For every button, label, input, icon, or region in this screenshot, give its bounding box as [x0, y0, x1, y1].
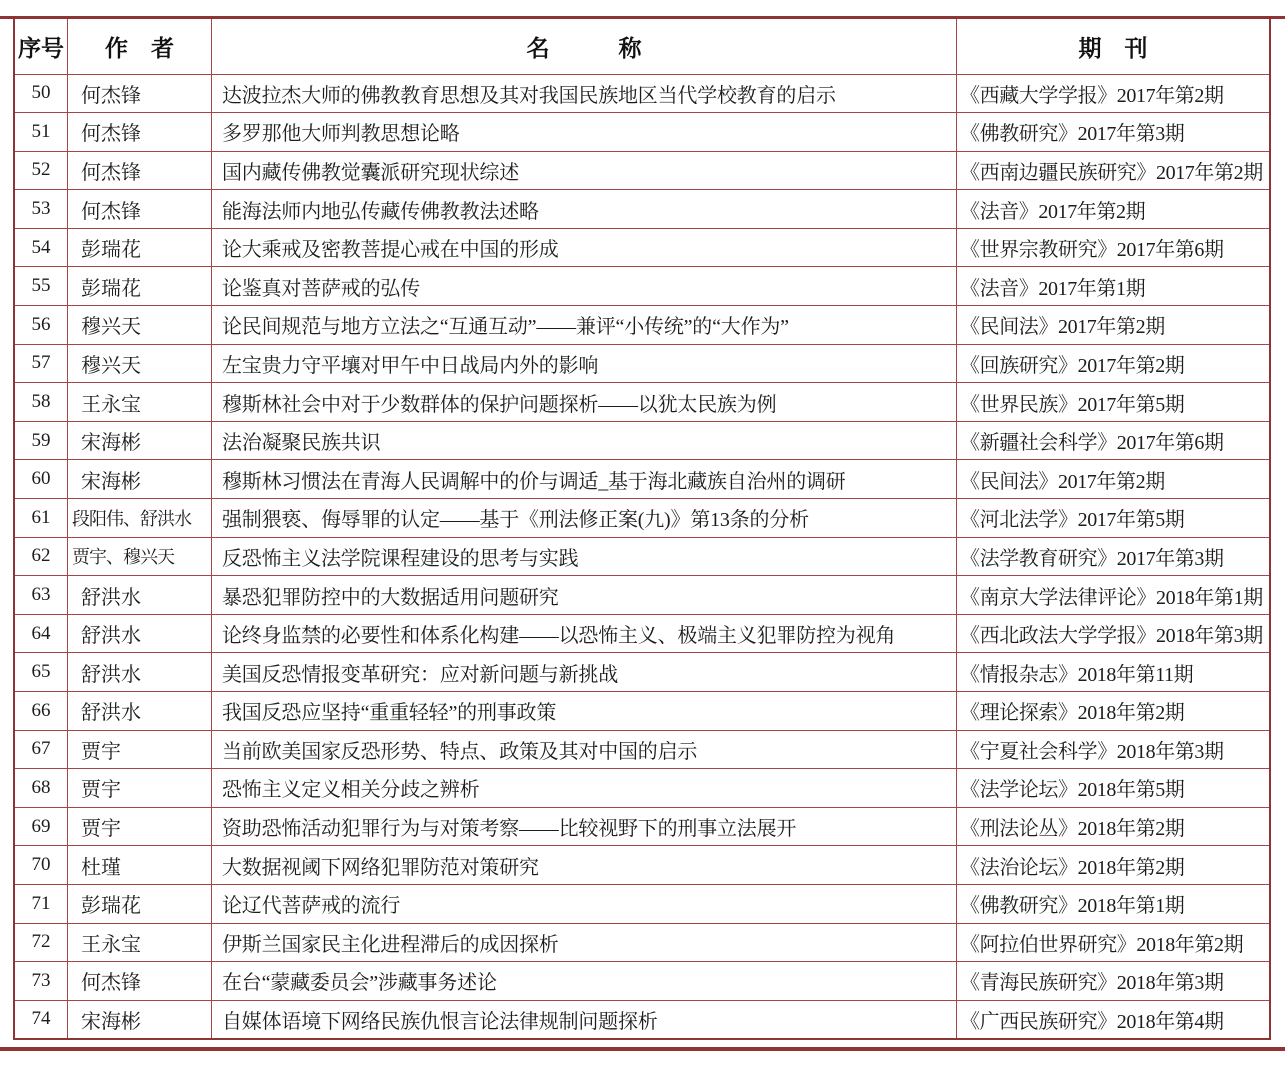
row-journal-cell: 《刑法论丛》2018年第2期: [957, 807, 1271, 846]
row-journal-cell: 《法治论坛》2018年第2期: [957, 846, 1271, 885]
row-title-cell: 论鉴真对菩萨戒的弘传: [212, 267, 957, 306]
row-journal-cell: 《西北政法大学学报》2018年第3期: [957, 614, 1271, 653]
row-journal-cell: 《阿拉伯世界研究》2018年第2期: [957, 923, 1271, 962]
row-title-cell: 当前欧美国家反恐形势、特点、政策及其对中国的启示: [212, 730, 957, 769]
row-title-cell: 资助恐怖活动犯罪行为与对策考察——比较视野下的刑事立法展开: [212, 807, 957, 846]
table-row: [14, 769, 1270, 808]
row-author-cell: 何杰锋: [68, 113, 212, 152]
row-author-cell: 王永宝: [68, 923, 212, 962]
row-author-cell: 彭瑞花: [68, 228, 212, 267]
table-row: [14, 576, 1270, 615]
table-row: [14, 267, 1270, 306]
header-journal: 期 刊: [957, 18, 1271, 74]
row-author-cell: 舒洪水: [68, 576, 212, 615]
row-index-cell: 57: [14, 344, 68, 383]
table-row: [14, 421, 1270, 460]
row-title-cell: 能海法师内地弘传藏传佛教教法述略: [212, 190, 957, 229]
row-title-cell: 左宝贵力守平壤对甲午中日战局内外的影响: [212, 344, 957, 383]
table-row: [14, 344, 1270, 383]
row-index-cell: 52: [14, 151, 68, 190]
table-row: [14, 190, 1270, 229]
row-author-cell: 穆兴天: [68, 344, 212, 383]
table-header-row: [14, 18, 1270, 74]
row-journal-cell: 《法学教育研究》2017年第3期: [957, 537, 1271, 576]
row-title-cell: 强制猥亵、侮辱罪的认定——基于《刑法修正案(九)》第13条的分析: [212, 499, 957, 538]
row-author-cell: 贾宇: [68, 730, 212, 769]
row-title-cell: 伊斯兰国家民主化进程滞后的成因探析: [212, 923, 957, 962]
row-journal-cell: 《民间法》2017年第2期: [957, 306, 1271, 345]
row-index-cell: 70: [14, 846, 68, 885]
table-row: [14, 499, 1270, 538]
row-title-cell: 论终身监禁的必要性和体系化构建——以恐怖主义、极端主义犯罪防控为视角: [212, 614, 957, 653]
row-title-cell: 美国反恐情报变革研究：应对新问题与新挑战: [212, 653, 957, 692]
row-journal-cell: 《宁夏社会科学》2018年第3期: [957, 730, 1271, 769]
row-title-cell: 论民间规范与地方立法之“互通互动”——兼评“小传统”的“大作为”: [212, 306, 957, 345]
row-author-cell: 何杰锋: [68, 190, 212, 229]
row-author-cell: 贾宇、穆兴天: [68, 537, 212, 576]
row-author-cell: 何杰锋: [68, 74, 212, 113]
row-author-cell: 彭瑞花: [68, 267, 212, 306]
row-title-cell: 自媒体语境下网络民族仇恨言论法律规制问题探析: [212, 1000, 957, 1039]
row-title-cell: 达波拉杰大师的佛教教育思想及其对我国民族地区当代学校教育的启示: [212, 74, 957, 113]
row-journal-cell: 《河北法学》2017年第5期: [957, 499, 1271, 538]
row-title-cell: 大数据视阈下网络犯罪防范对策研究: [212, 846, 957, 885]
row-index-cell: 61: [14, 499, 68, 538]
row-journal-cell: 《南京大学法律评论》2018年第1期: [957, 576, 1271, 615]
row-index-cell: 53: [14, 190, 68, 229]
row-journal-cell: 《青海民族研究》2018年第3期: [957, 962, 1271, 1001]
row-journal-cell: 《法音》2017年第2期: [957, 190, 1271, 229]
table-row: [14, 228, 1270, 267]
row-index-cell: 59: [14, 421, 68, 460]
row-index-cell: 72: [14, 923, 68, 962]
row-author-cell: 杜瑾: [68, 846, 212, 885]
row-title-cell: 国内藏传佛教觉囊派研究现状综述: [212, 151, 957, 190]
row-author-cell: 舒洪水: [68, 692, 212, 731]
table-row: [14, 383, 1270, 422]
table-row: [14, 537, 1270, 576]
row-title-cell: 穆斯林习惯法在青海人民调解中的价与调适_基于海北藏族自治州的调研: [212, 460, 957, 499]
row-title-cell: 反恐怖主义法学院课程建设的思考与实践: [212, 537, 957, 576]
row-index-cell: 65: [14, 653, 68, 692]
header-index: 序号: [14, 18, 68, 74]
row-index-cell: 50: [14, 74, 68, 113]
row-author-cell: 何杰锋: [68, 151, 212, 190]
row-journal-cell: 《广西民族研究》2018年第4期: [957, 1000, 1271, 1039]
table-body: [14, 74, 1270, 1039]
row-index-cell: 66: [14, 692, 68, 731]
row-title-cell: 论大乘戒及密教菩提心戒在中国的形成: [212, 228, 957, 267]
table-row: [14, 884, 1270, 923]
row-author-cell: 宋海彬: [68, 460, 212, 499]
row-author-cell: 王永宝: [68, 383, 212, 422]
row-author-cell: 舒洪水: [68, 614, 212, 653]
row-index-cell: 55: [14, 267, 68, 306]
row-journal-cell: 《西藏大学学报》2017年第2期: [957, 74, 1271, 113]
row-journal-cell: 《西南边疆民族研究》2017年第2期: [957, 151, 1271, 190]
page-bottom-rule: [0, 1047, 1285, 1051]
row-index-cell: 64: [14, 614, 68, 653]
row-journal-cell: 《世界民族》2017年第5期: [957, 383, 1271, 422]
row-author-cell: 段阳伟、舒洪水: [68, 499, 212, 538]
row-author-cell: 宋海彬: [68, 1000, 212, 1039]
table-row: [14, 962, 1270, 1001]
table-row: [14, 460, 1270, 499]
row-title-cell: 法治凝聚民族共识: [212, 421, 957, 460]
row-title-cell: 穆斯林社会中对于少数群体的保护问题探析——以犹太民族为例: [212, 383, 957, 422]
row-journal-cell: 《新疆社会科学》2017年第6期: [957, 421, 1271, 460]
header-author: 作 者: [68, 18, 212, 74]
row-index-cell: 60: [14, 460, 68, 499]
table-row: [14, 74, 1270, 113]
row-index-cell: 58: [14, 383, 68, 422]
row-journal-cell: 《民间法》2017年第2期: [957, 460, 1271, 499]
table-row: [14, 846, 1270, 885]
row-index-cell: 67: [14, 730, 68, 769]
table-row: [14, 113, 1270, 152]
table-row: [14, 730, 1270, 769]
row-journal-cell: 《佛教研究》2017年第3期: [957, 113, 1271, 152]
row-index-cell: 56: [14, 306, 68, 345]
row-title-cell: 在台“蒙藏委员会”涉藏事务述论: [212, 962, 957, 1001]
row-title-cell: 论辽代菩萨戒的流行: [212, 884, 957, 923]
row-index-cell: 73: [14, 962, 68, 1001]
row-author-cell: 贾宇: [68, 807, 212, 846]
row-index-cell: 51: [14, 113, 68, 152]
row-journal-cell: 《佛教研究》2018年第1期: [957, 884, 1271, 923]
row-journal-cell: 《理论探索》2018年第2期: [957, 692, 1271, 731]
row-author-cell: 穆兴天: [68, 306, 212, 345]
table-row: [14, 151, 1270, 190]
row-author-cell: 贾宇: [68, 769, 212, 808]
row-journal-cell: 《法学论坛》2018年第5期: [957, 769, 1271, 808]
row-journal-cell: 《情报杂志》2018年第11期: [957, 653, 1271, 692]
row-author-cell: 何杰锋: [68, 962, 212, 1001]
table-row: [14, 692, 1270, 731]
row-index-cell: 54: [14, 228, 68, 267]
row-index-cell: 74: [14, 1000, 68, 1039]
row-index-cell: 63: [14, 576, 68, 615]
publications-table: [13, 17, 1271, 1040]
table-row: [14, 807, 1270, 846]
row-title-cell: 多罗那他大师判教思想论略: [212, 113, 957, 152]
row-author-cell: 彭瑞花: [68, 884, 212, 923]
row-title-cell: 恐怖主义定义相关分歧之辨析: [212, 769, 957, 808]
row-index-cell: 62: [14, 537, 68, 576]
row-author-cell: 舒洪水: [68, 653, 212, 692]
row-journal-cell: 《法音》2017年第1期: [957, 267, 1271, 306]
table-row: [14, 614, 1270, 653]
table-row: [14, 1000, 1270, 1039]
row-journal-cell: 《世界宗教研究》2017年第6期: [957, 228, 1271, 267]
table-row: [14, 923, 1270, 962]
table-row: [14, 306, 1270, 345]
row-journal-cell: 《回族研究》2017年第2期: [957, 344, 1271, 383]
row-index-cell: 68: [14, 769, 68, 808]
row-index-cell: 71: [14, 884, 68, 923]
row-title-cell: 暴恐犯罪防控中的大数据适用问题研究: [212, 576, 957, 615]
row-title-cell: 我国反恐应坚持“重重轻轻”的刑事政策: [212, 692, 957, 731]
table-row: [14, 653, 1270, 692]
header-title: 名 称: [212, 18, 957, 74]
row-index-cell: 69: [14, 807, 68, 846]
row-author-cell: 宋海彬: [68, 421, 212, 460]
